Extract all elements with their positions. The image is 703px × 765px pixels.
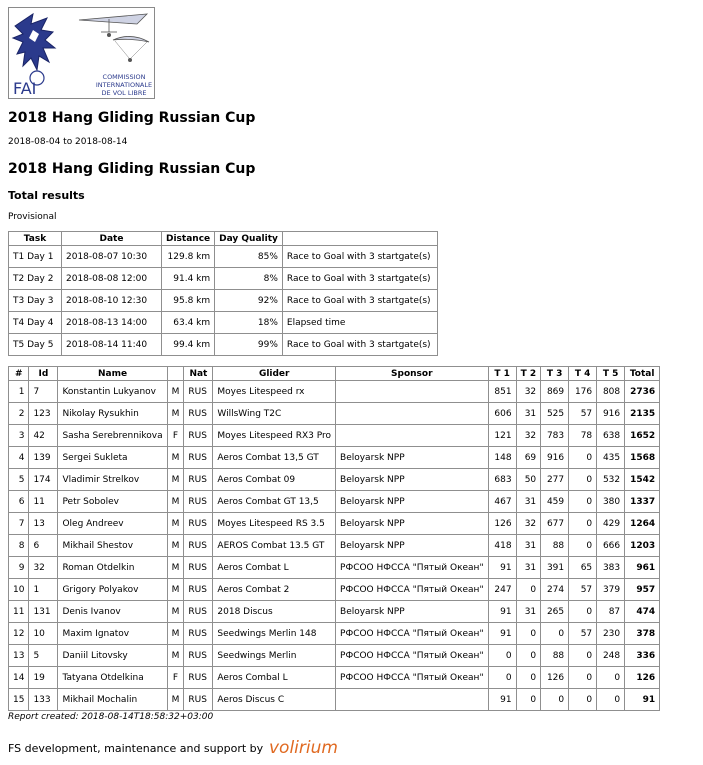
t1-score-cell: 418 xyxy=(488,535,516,557)
pilot-name-cell: Mikhail Mochalin xyxy=(58,689,167,711)
t3-score-cell: 277 xyxy=(541,469,569,491)
result-row xyxy=(9,601,660,623)
sponsor-cell: РФСОО НФССА "Пятый Океан" xyxy=(336,557,489,579)
nation-cell: RUS xyxy=(184,469,213,491)
t3-score-cell: 391 xyxy=(541,557,569,579)
glider-cell: Aeros Combat 2 xyxy=(213,579,336,601)
nation-cell: RUS xyxy=(184,579,213,601)
task-cell: T2 Day 2 xyxy=(9,268,62,290)
task-cell: T5 Day 5 xyxy=(9,334,62,356)
nation-cell: RUS xyxy=(184,425,213,447)
sponsor-cell: РФСОО НФССА "Пятый Океан" xyxy=(336,645,489,667)
pilot-name-cell: Oleg Andreev xyxy=(58,513,167,535)
col-rank: # xyxy=(9,367,29,381)
t4-score-cell: 0 xyxy=(569,469,597,491)
t2-score-cell: 31 xyxy=(516,403,541,425)
sponsor-cell xyxy=(336,403,489,425)
t3-score-cell: 916 xyxy=(541,447,569,469)
t4-score-cell: 0 xyxy=(569,601,597,623)
result-row xyxy=(9,513,660,535)
col-gender xyxy=(167,367,184,381)
total-score-cell: 1542 xyxy=(625,469,660,491)
rank-cell: 4 xyxy=(9,447,29,469)
t1-score-cell: 91 xyxy=(488,557,516,579)
sponsor-cell xyxy=(336,689,489,711)
glider-cell: Moyes Litespeed RX3 Pro xyxy=(213,425,336,447)
id-cell: 139 xyxy=(29,447,58,469)
t2-score-cell: 0 xyxy=(516,645,541,667)
total-score-cell: 336 xyxy=(625,645,660,667)
task-row xyxy=(9,312,438,334)
glider-cell: Aeros Combat 13,5 GT xyxy=(213,447,336,469)
quality-cell: 18% xyxy=(215,312,283,334)
footer-text: FS development, maintenance and support by xyxy=(8,741,264,755)
col-glider: Glider xyxy=(213,367,336,381)
total-score-cell: 1203 xyxy=(625,535,660,557)
quality-cell: 99% xyxy=(215,334,283,356)
type-cell: Elapsed time xyxy=(282,312,437,334)
distance-cell: 63.4 km xyxy=(162,312,215,334)
t3-score-cell: 126 xyxy=(541,667,569,689)
distance-cell: 95.8 km xyxy=(162,290,215,312)
glider-cell: Aeros Combal L xyxy=(213,667,336,689)
section-title: Total results xyxy=(8,189,85,202)
t5-score-cell: 379 xyxy=(597,579,625,601)
gender-cell: M xyxy=(167,403,184,425)
task-row xyxy=(9,334,438,356)
sponsor-cell: Beloyarsk NPP xyxy=(336,447,489,469)
rank-cell: 10 xyxy=(9,579,29,601)
t5-score-cell: 380 xyxy=(597,491,625,513)
pilot-name-cell: Grigory Polyakov xyxy=(58,579,167,601)
t3-score-cell: 88 xyxy=(541,645,569,667)
results-table xyxy=(8,366,660,711)
glider-cell: 2018 Discus xyxy=(213,601,336,623)
volirium-brand: volirium xyxy=(269,738,339,758)
nation-cell: RUS xyxy=(184,623,213,645)
nation-cell: RUS xyxy=(184,667,213,689)
sponsor-cell: Beloyarsk NPP xyxy=(336,491,489,513)
logo-line2: INTERNATIONALE xyxy=(95,81,153,89)
sponsor-cell: РФСОО НФССА "Пятый Океан" xyxy=(336,667,489,689)
nation-cell: RUS xyxy=(184,689,213,711)
t1-score-cell: 606 xyxy=(488,403,516,425)
t5-score-cell: 638 xyxy=(597,425,625,447)
t4-score-cell: 0 xyxy=(569,513,597,535)
col-nat: Nat xyxy=(184,367,213,381)
fai-civl-logo xyxy=(8,7,155,99)
gender-cell: F xyxy=(167,425,184,447)
quality-cell: 8% xyxy=(215,268,283,290)
nation-cell: RUS xyxy=(184,403,213,425)
task-row xyxy=(9,290,438,312)
col-task: Task xyxy=(9,232,62,246)
t5-score-cell: 0 xyxy=(597,667,625,689)
logo-line3: DE VOL LIBRE xyxy=(101,89,147,97)
task-row xyxy=(9,268,438,290)
t1-score-cell: 0 xyxy=(488,645,516,667)
type-cell: Race to Goal with 3 startgate(s) xyxy=(282,246,437,268)
t3-score-cell: 0 xyxy=(541,689,569,711)
t2-score-cell: 0 xyxy=(516,689,541,711)
quality-cell: 92% xyxy=(215,290,283,312)
col-name: Name xyxy=(58,367,167,381)
result-row xyxy=(9,381,660,403)
col-t5: T 5 xyxy=(597,367,625,381)
distance-cell: 99.4 km xyxy=(162,334,215,356)
id-cell: 1 xyxy=(29,579,58,601)
t5-score-cell: 429 xyxy=(597,513,625,535)
glider-cell: Moyes Litespeed RS 3.5 xyxy=(213,513,336,535)
nation-cell: RUS xyxy=(184,381,213,403)
nation-cell: RUS xyxy=(184,491,213,513)
t5-score-cell: 230 xyxy=(597,623,625,645)
t4-score-cell: 57 xyxy=(569,579,597,601)
status-label: Provisional xyxy=(8,212,57,222)
result-row xyxy=(9,667,660,689)
tasks-header-row xyxy=(9,232,438,246)
sponsor-cell: Beloyarsk NPP xyxy=(336,601,489,623)
nation-cell: RUS xyxy=(184,513,213,535)
glider-cell: Aeros Combat L xyxy=(213,557,336,579)
gender-cell: M xyxy=(167,491,184,513)
t5-score-cell: 248 xyxy=(597,645,625,667)
rank-cell: 7 xyxy=(9,513,29,535)
nation-cell: RUS xyxy=(184,645,213,667)
date-cell: 2018-08-10 12:30 xyxy=(62,290,162,312)
t4-score-cell: 57 xyxy=(569,403,597,425)
t2-score-cell: 0 xyxy=(516,667,541,689)
result-row xyxy=(9,535,660,557)
t3-score-cell: 525 xyxy=(541,403,569,425)
rank-cell: 6 xyxy=(9,491,29,513)
pilot-name-cell: Nikolay Rysukhin xyxy=(58,403,167,425)
result-row xyxy=(9,689,660,711)
t2-score-cell: 32 xyxy=(516,381,541,403)
gender-cell: M xyxy=(167,535,184,557)
pilot-name-cell: Tatyana Otdelkina xyxy=(58,667,167,689)
t5-score-cell: 666 xyxy=(597,535,625,557)
logo-line1: COMMISSION xyxy=(102,73,146,81)
rank-cell: 13 xyxy=(9,645,29,667)
id-cell: 133 xyxy=(29,689,58,711)
competition-title: 2018 Hang Gliding Russian Cup xyxy=(8,161,256,177)
result-row xyxy=(9,425,660,447)
t2-score-cell: 0 xyxy=(516,623,541,645)
t1-score-cell: 467 xyxy=(488,491,516,513)
result-row xyxy=(9,491,660,513)
t3-score-cell: 88 xyxy=(541,535,569,557)
result-row xyxy=(9,447,660,469)
id-cell: 123 xyxy=(29,403,58,425)
type-cell: Race to Goal with 3 startgate(s) xyxy=(282,334,437,356)
gender-cell: M xyxy=(167,645,184,667)
id-cell: 7 xyxy=(29,381,58,403)
t1-score-cell: 247 xyxy=(488,579,516,601)
glider-cell: Seedwings Merlin xyxy=(213,645,336,667)
gender-cell: M xyxy=(167,557,184,579)
t5-score-cell: 916 xyxy=(597,403,625,425)
gender-cell: M xyxy=(167,513,184,535)
t1-score-cell: 121 xyxy=(488,425,516,447)
t5-score-cell: 87 xyxy=(597,601,625,623)
rank-cell: 1 xyxy=(9,381,29,403)
nation-cell: RUS xyxy=(184,601,213,623)
result-row xyxy=(9,403,660,425)
pilot-name-cell: Mikhail Shestov xyxy=(58,535,167,557)
col-distance: Distance xyxy=(162,232,215,246)
t1-score-cell: 91 xyxy=(488,689,516,711)
col-sponsor: Sponsor xyxy=(336,367,489,381)
pilot-name-cell: Sergei Sukleta xyxy=(58,447,167,469)
result-row xyxy=(9,469,660,491)
t2-score-cell: 69 xyxy=(516,447,541,469)
t5-score-cell: 808 xyxy=(597,381,625,403)
t4-score-cell: 0 xyxy=(569,447,597,469)
t4-score-cell: 0 xyxy=(569,667,597,689)
id-cell: 13 xyxy=(29,513,58,535)
logo-fai-text: FAI xyxy=(13,79,37,98)
id-cell: 42 xyxy=(29,425,58,447)
total-score-cell: 961 xyxy=(625,557,660,579)
gender-cell: M xyxy=(167,447,184,469)
gender-cell: M xyxy=(167,579,184,601)
total-score-cell: 1568 xyxy=(625,447,660,469)
t5-score-cell: 532 xyxy=(597,469,625,491)
rank-cell: 3 xyxy=(9,425,29,447)
t2-score-cell: 31 xyxy=(516,601,541,623)
t4-score-cell: 65 xyxy=(569,557,597,579)
col-id: Id xyxy=(29,367,58,381)
t1-score-cell: 91 xyxy=(488,601,516,623)
sponsor-cell xyxy=(336,381,489,403)
t4-score-cell: 57 xyxy=(569,623,597,645)
pilot-name-cell: Daniil Litovsky xyxy=(58,645,167,667)
t3-score-cell: 0 xyxy=(541,623,569,645)
result-row xyxy=(9,557,660,579)
nation-cell: RUS xyxy=(184,557,213,579)
id-cell: 131 xyxy=(29,601,58,623)
sponsor-cell: РФСОО НФССА "Пятый Океан" xyxy=(336,579,489,601)
task-cell: T3 Day 3 xyxy=(9,290,62,312)
gender-cell: F xyxy=(167,667,184,689)
pilot-name-cell: Maxim Ignatov xyxy=(58,623,167,645)
t4-score-cell: 0 xyxy=(569,689,597,711)
rank-cell: 5 xyxy=(9,469,29,491)
gender-cell: M xyxy=(167,601,184,623)
glider-cell: Seedwings Merlin 148 xyxy=(213,623,336,645)
id-cell: 19 xyxy=(29,667,58,689)
total-score-cell: 1264 xyxy=(625,513,660,535)
result-row xyxy=(9,645,660,667)
total-score-cell: 126 xyxy=(625,667,660,689)
glider-cell: Aeros Combat GT 13,5 xyxy=(213,491,336,513)
quality-cell: 85% xyxy=(215,246,283,268)
col-date: Date xyxy=(62,232,162,246)
sponsor-cell: Beloyarsk NPP xyxy=(336,469,489,491)
total-score-cell: 1337 xyxy=(625,491,660,513)
t1-score-cell: 148 xyxy=(488,447,516,469)
t3-score-cell: 783 xyxy=(541,425,569,447)
id-cell: 6 xyxy=(29,535,58,557)
date-cell: 2018-08-07 10:30 xyxy=(62,246,162,268)
col-total: Total xyxy=(625,367,660,381)
id-cell: 5 xyxy=(29,645,58,667)
col-t4: T 4 xyxy=(569,367,597,381)
t2-score-cell: 32 xyxy=(516,513,541,535)
sponsor-cell: Beloyarsk NPP xyxy=(336,513,489,535)
t2-score-cell: 32 xyxy=(516,425,541,447)
date-cell: 2018-08-13 14:00 xyxy=(62,312,162,334)
rank-cell: 2 xyxy=(9,403,29,425)
pilot-name-cell: Roman Otdelkin xyxy=(58,557,167,579)
t4-score-cell: 0 xyxy=(569,645,597,667)
t1-score-cell: 0 xyxy=(488,667,516,689)
results-header-row xyxy=(9,367,660,381)
distance-cell: 91.4 km xyxy=(162,268,215,290)
result-row xyxy=(9,579,660,601)
total-score-cell: 957 xyxy=(625,579,660,601)
total-score-cell: 91 xyxy=(625,689,660,711)
col-t1: T 1 xyxy=(488,367,516,381)
footer xyxy=(8,738,369,758)
total-score-cell: 378 xyxy=(625,623,660,645)
sponsor-cell xyxy=(336,425,489,447)
rank-cell: 12 xyxy=(9,623,29,645)
rank-cell: 11 xyxy=(9,601,29,623)
page-title: 2018 Hang Gliding Russian Cup xyxy=(8,110,256,126)
t2-score-cell: 31 xyxy=(516,535,541,557)
volirium-logo[interactable] xyxy=(269,738,369,758)
task-cell: T4 Day 4 xyxy=(9,312,62,334)
t2-score-cell: 31 xyxy=(516,491,541,513)
t5-score-cell: 383 xyxy=(597,557,625,579)
t2-score-cell: 0 xyxy=(516,579,541,601)
t4-score-cell: 0 xyxy=(569,535,597,557)
t4-score-cell: 0 xyxy=(569,491,597,513)
glider-cell: Moyes Litespeed rx xyxy=(213,381,336,403)
t2-score-cell: 50 xyxy=(516,469,541,491)
gender-cell: M xyxy=(167,469,184,491)
date-range: 2018-08-04 to 2018-08-14 xyxy=(8,137,128,147)
type-cell: Race to Goal with 3 startgate(s) xyxy=(282,268,437,290)
result-row xyxy=(9,623,660,645)
t3-score-cell: 677 xyxy=(541,513,569,535)
t1-score-cell: 851 xyxy=(488,381,516,403)
col-t3: T 3 xyxy=(541,367,569,381)
distance-cell: 129.8 km xyxy=(162,246,215,268)
pilot-name-cell: Vladimir Strelkov xyxy=(58,469,167,491)
col-t2: T 2 xyxy=(516,367,541,381)
total-score-cell: 474 xyxy=(625,601,660,623)
t3-score-cell: 869 xyxy=(541,381,569,403)
rank-cell: 8 xyxy=(9,535,29,557)
date-cell: 2018-08-14 11:40 xyxy=(62,334,162,356)
rank-cell: 14 xyxy=(9,667,29,689)
t1-score-cell: 126 xyxy=(488,513,516,535)
task-row xyxy=(9,246,438,268)
gender-cell: M xyxy=(167,381,184,403)
t2-score-cell: 31 xyxy=(516,557,541,579)
report-created: Report created: 2018-08-14T18:58:32+03:00 xyxy=(8,712,214,722)
id-cell: 10 xyxy=(29,623,58,645)
type-cell: Race to Goal with 3 startgate(s) xyxy=(282,290,437,312)
pilot-name-cell: Denis Ivanov xyxy=(58,601,167,623)
t4-score-cell: 176 xyxy=(569,381,597,403)
nation-cell: RUS xyxy=(184,447,213,469)
pilot-name-cell: Konstantin Lukyanov xyxy=(58,381,167,403)
task-cell: T1 Day 1 xyxy=(9,246,62,268)
glider-cell: Aeros Discus C xyxy=(213,689,336,711)
t5-score-cell: 0 xyxy=(597,689,625,711)
gender-cell: M xyxy=(167,623,184,645)
t1-score-cell: 683 xyxy=(488,469,516,491)
id-cell: 32 xyxy=(29,557,58,579)
fai-logo-graphic xyxy=(9,8,154,98)
total-score-cell: 2135 xyxy=(625,403,660,425)
glider-cell: AEROS Combat 13.5 GT xyxy=(213,535,336,557)
pilot-name-cell: Sasha Serebrennikova xyxy=(58,425,167,447)
glider-cell: WillsWing T2C xyxy=(213,403,336,425)
t3-score-cell: 265 xyxy=(541,601,569,623)
nation-cell: RUS xyxy=(184,535,213,557)
t5-score-cell: 435 xyxy=(597,447,625,469)
rank-cell: 15 xyxy=(9,689,29,711)
col-task-type xyxy=(282,232,437,246)
rank-cell: 9 xyxy=(9,557,29,579)
id-cell: 174 xyxy=(29,469,58,491)
t3-score-cell: 459 xyxy=(541,491,569,513)
sponsor-cell: Beloyarsk NPP xyxy=(336,535,489,557)
t1-score-cell: 91 xyxy=(488,623,516,645)
id-cell: 11 xyxy=(29,491,58,513)
t3-score-cell: 274 xyxy=(541,579,569,601)
sponsor-cell: РФСОО НФССА "Пятый Океан" xyxy=(336,623,489,645)
glider-cell: Aeros Combat 09 xyxy=(213,469,336,491)
gender-cell: M xyxy=(167,689,184,711)
total-score-cell: 1652 xyxy=(625,425,660,447)
col-day-quality: Day Quality xyxy=(215,232,283,246)
t4-score-cell: 78 xyxy=(569,425,597,447)
tasks-table xyxy=(8,231,438,356)
pilot-name-cell: Petr Sobolev xyxy=(58,491,167,513)
total-score-cell: 2736 xyxy=(625,381,660,403)
date-cell: 2018-08-08 12:00 xyxy=(62,268,162,290)
